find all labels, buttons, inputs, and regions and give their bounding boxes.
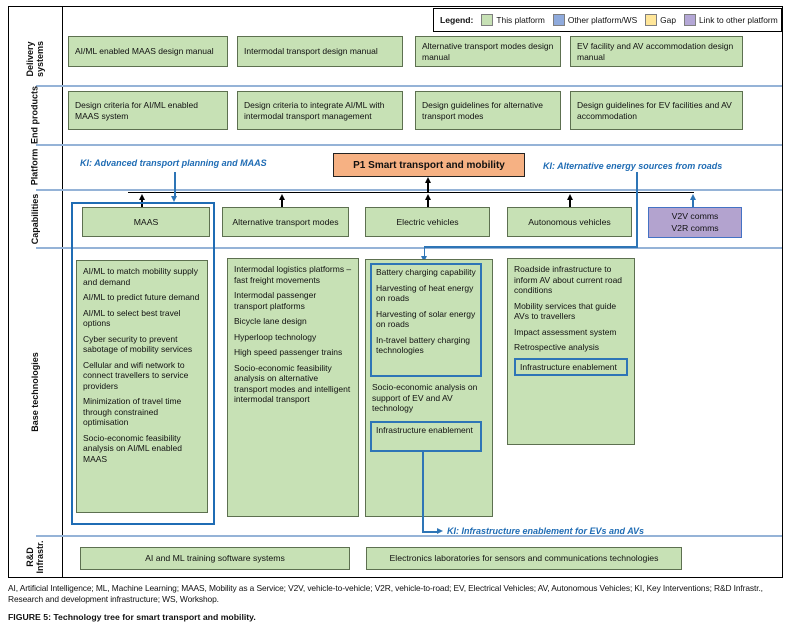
base-maas-column [76, 260, 208, 513]
p1-platform-box: P1 Smart transport and mobility [333, 153, 525, 177]
base-item: Socio-economic feasibility analysis on AI/ML enabled MAAS [83, 432, 182, 464]
ki-bottom-connector-h [423, 531, 437, 532]
legend-item-link-other [684, 14, 778, 26]
ki-right-connector-h [424, 246, 637, 247]
row-label-capabilities: Capabilities [29, 193, 40, 245]
legend-label: Other platform/WS [567, 15, 638, 25]
base-item: Cellular and wifi network to connect travellers to service providers [83, 359, 189, 391]
base-item: AI/ML to predict future demand [83, 292, 200, 303]
legend-label: This platform [496, 15, 545, 25]
bus-line [128, 192, 694, 193]
box-ev-av-design-manual: EV facility and AV accommodation design manual [570, 36, 743, 67]
base-item: Harvesting of solar energy on roads [376, 308, 476, 330]
base-alt-modes-column [227, 258, 359, 517]
legend-label: Link to other platform [699, 15, 778, 25]
row-label-delivery-systems: Delivery systems [24, 40, 45, 78]
ki-infrastructure-enablement-label: KI: Infrastructure enablement for EVs and AVs [447, 526, 645, 536]
base-item: Bicycle lane design [234, 316, 307, 327]
base-item: AI/ML to match mobility supply and demand [83, 266, 198, 287]
base-item: Intermodal logistics platforms – fast freight movements [234, 264, 352, 285]
legend-label: Gap [660, 15, 677, 25]
base-ev-column [365, 259, 493, 517]
legend-title: Legend: [440, 15, 474, 25]
arrow-to-p1-line [427, 183, 428, 192]
legend-item-other-platform [553, 14, 637, 26]
row-divider [36, 85, 782, 87]
capability-autonomous-vehicles: Autonomous vehicles [507, 207, 632, 237]
box-design-criteria-maas: Design criteria for AI/ML enabled MAAS system [68, 91, 228, 130]
box-aiml-training-systems: AI and ML training software systems [80, 547, 350, 570]
base-item: In-travel battery charging technologies [376, 334, 471, 356]
row-label-base-technologies: Base technologies [29, 352, 40, 432]
arrow-ev-up-line [427, 199, 428, 207]
box-aiml-maas-design-manual: AI/ML enabled MAAS design manual [68, 36, 228, 67]
row-divider [36, 144, 782, 146]
box-design-criteria-intermodal: Design criteria to integrate AI/ML with intermodal transport management [237, 91, 403, 130]
ki-right-connector-drop [424, 247, 425, 256]
arrow-av-up-line [569, 199, 570, 207]
capability-v2v-v2r-comms [648, 207, 742, 238]
row-divider [36, 189, 782, 191]
base-av-column [507, 258, 635, 445]
base-item: Retrospective analysis [514, 342, 600, 353]
base-item: Impact assessment system [514, 326, 617, 337]
legend-item-gap [645, 14, 676, 26]
abbreviations-note: AI, Artificial Intelligence; ML, Machine Learning; MAAS, Mobility as a Service; V2V, vehicle-to-vehicle; V2R, vehicle-to-road; EV, Electrical Vehicles; AV, Autonomous Vehicles; KI, Key Interventions; R&D Infrastr., Research and development infrastructure; WS, Workshop. [8, 583, 763, 604]
arrow-v2v-up-line [692, 199, 693, 207]
base-item: Battery charging capability [376, 267, 476, 277]
box-alt-modes-design-manual: Alternative transport modes design manual [415, 36, 561, 67]
base-item: Socio-economic analysis on support of EV and AV technology [372, 382, 478, 414]
capability-electric-vehicles: Electric vehicles [365, 207, 490, 237]
ki-left-arrow-line [174, 172, 175, 196]
v2r-line: V2R comms [671, 222, 719, 233]
base-item: Harvesting of heat energy on roads [376, 282, 474, 304]
capability-alt-modes: Alternative transport modes [222, 207, 349, 237]
base-item: AI/ML to select best travel options [83, 307, 181, 329]
box-design-guidelines-alt-modes: Design guidelines for alternative transport modes [415, 91, 561, 130]
box-electronics-laboratories: Electronics laboratories for sensors and communications technologies [366, 547, 682, 570]
this-platform-swatch [481, 14, 493, 26]
capability-maas: MAAS [82, 207, 210, 237]
box-intermodal-design-manual: Intermodal transport design manual [237, 36, 403, 67]
row-divider [36, 535, 782, 537]
box-design-guidelines-ev-av: Design guidelines for EV facilities and AV accommodation [570, 91, 743, 130]
ki-alternative-energy-label: KI: Alternative energy sources from roads [543, 161, 723, 171]
link-other-swatch [684, 14, 696, 26]
other-platform-swatch [553, 14, 565, 26]
row-label-separator [62, 6, 63, 577]
legend-item-this-platform [481, 14, 544, 26]
gap-swatch [645, 14, 657, 26]
row-label-rd-infrastr: R&D Infrastr. [24, 540, 45, 574]
legend [433, 8, 782, 32]
ev-energy-highlight-box [370, 263, 482, 377]
ki-right-connector-v [636, 172, 637, 248]
base-item: Cyber security to prevent sabotage of mobility services [83, 333, 193, 355]
base-item: Intermodal passenger transport platforms [234, 290, 317, 311]
ki-bottom-arrow-head [437, 528, 443, 534]
row-label-end-products: End products [29, 86, 40, 144]
base-item: Socio-economic feasibility analysis on alternative transport modes and intelligent intermodal transport [234, 362, 351, 405]
base-item: Minimization of travel time through constrained optimisation [83, 396, 182, 428]
arrow-alt-up-line [281, 199, 282, 207]
av-infrastructure-enablement-box: Infrastructure enablement [514, 358, 628, 377]
v2v-line: V2V comms [671, 211, 719, 222]
ki-bottom-connector-v [422, 451, 423, 533]
ev-infrastructure-enablement-box: Infrastructure enablement [370, 421, 482, 452]
base-item: Hyperloop technology [234, 331, 317, 342]
base-item: High speed passenger trains [234, 347, 343, 358]
figure-caption: FIGURE 5: Technology tree for smart transport and mobility. [8, 612, 256, 622]
ki-advanced-transport-label: KI: Advanced transport planning and MAAS [80, 158, 267, 168]
base-item: Mobility services that guide AVs to travellers [514, 300, 617, 322]
row-label-platform: Platform [29, 148, 40, 186]
base-item: Roadside infrastructure to inform AV about current road conditions [514, 264, 623, 296]
